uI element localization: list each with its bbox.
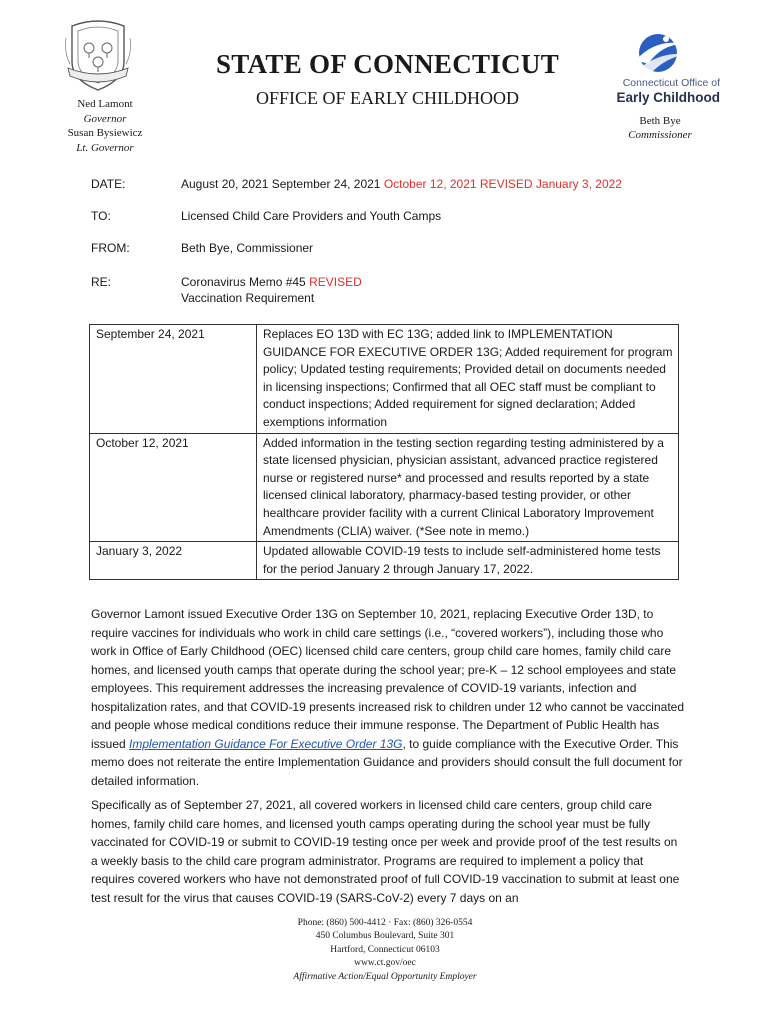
date-revised: October 12, 2021 REVISED January 3, 2022 — [383, 177, 622, 191]
date-value — [181, 176, 701, 192]
oec-swoosh-icon — [600, 30, 720, 78]
from-value: Beth Bye, Commissioner — [181, 241, 314, 255]
p1-text-before-link: Governor Lamont issued Executive Order 13G on September 10, 2021, replacing Executive Order 13D, to require vaccines for individuals who work in child care settings (i.e., “covered workers”), including those who work in Office of Early Childhood (OEC) licensed child care centers, group child care homes, family child care homes, and licensed youth camps that operate during the school year; pre-K – 12 school employees and state employees. This requirement addresses the increasing prevalence of COVID-19 variants, infection and hospitalization rates, and that COVID-19 presents increased risk to children under 12 who cannot be vaccinated and people whose medical conditions reduce their immune response. The Department of Public Health has issued — [91, 607, 685, 751]
implementation-guidance-link[interactable]: Implementation Guidance For Executive Order 13G — [129, 736, 403, 751]
table-row — [90, 433, 679, 542]
footer — [200, 917, 570, 984]
lt-governor-role: Lt. Governor — [76, 141, 134, 154]
commissioner-block — [610, 114, 710, 142]
commissioner-name: Beth Bye — [639, 115, 681, 127]
revision-date: October 12, 2021 — [90, 433, 257, 542]
body-paragraph-1 — [91, 605, 687, 790]
to-label: TO: — [91, 209, 111, 223]
table-row — [90, 542, 679, 580]
lt-governor-name: Susan Bysiewicz — [67, 127, 143, 139]
office-title: OFFICE OF EARLY CHILDHOOD — [255, 88, 520, 108]
governor-name: Ned Lamont — [77, 98, 133, 110]
revision-date: January 3, 2022 — [90, 542, 257, 580]
re-line2: Vaccination Requirement — [181, 291, 315, 305]
footer-phone: Phone: (860) 500-4412 · Fax: (860) 326-0554 — [297, 918, 473, 928]
footer-address1: 450 Columbus Boulevard, Suite 301 — [315, 931, 455, 942]
footer-tagline: Affirmative Action/Equal Opportunity Employer — [293, 971, 477, 982]
p1-text-after-link: , to guide compliance with the Executive Order. This memo does not reiterate the entire Implementation Guidance and providers should consult the full document for detailed information. — [91, 736, 683, 788]
re-line1: Coronavirus Memo #45 — [181, 275, 306, 289]
revision-date: September 24, 2021 — [90, 325, 257, 434]
re-label: RE: — [91, 275, 112, 289]
oec-logo — [600, 30, 720, 110]
footer-website[interactable]: www.ct.gov/oec — [354, 958, 416, 969]
state-title: STATE OF CONNECTICUT — [215, 49, 560, 79]
oec-logo-line2: Early Childhood — [616, 90, 720, 105]
footer-address2: Hartford, Connecticut 06103 — [330, 944, 440, 955]
revision-text: Replaces EO 13D with EC 13G; added link to IMPLEMENTATION GUIDANCE FOR EXECUTIVE ORDER 13G; Added requirement for program policy; Updated testing requirements; Provided detail on documents needed in licensing inspections; Confirmed that all OEC staff must be compliant to conduct inspections; Added requirement for signed declaration; Added exemptions information — [257, 325, 679, 434]
revision-text: Added information in the testing section regarding testing administered by a state licensed physician, physician assistant, advanced practice registered nurse or registered nurse* and processed and results reported by a state licensed clinical laboratory, pharmacy-based testing provider, or other healthcare provider facility with a current Clinical Laboratory Improvement Amendments (CLIA) waiver. (*See note in memo.) — [257, 433, 679, 542]
state-seal-icon — [64, 18, 132, 94]
oec-logo-line1: Connecticut Office of — [622, 77, 720, 89]
date-label: DATE: — [91, 177, 126, 191]
governor-role: Governor — [83, 112, 127, 125]
revision-table — [89, 324, 679, 580]
revision-text: Updated allowable COVID-19 tests to include self-administered home tests for the period January 2 through January 17, 2022. — [257, 542, 679, 580]
body-paragraph-2: Specifically as of September 27, 2021, all covered workers in licensed child care centers, group child care homes, family child care homes, and licensed youth camps operating during the school year must be fully vaccinated for COVID-19 or submit to COVID-19 testing once per week and provide proof of the test results on a weekly basis to the child care program administrator. Programs are required to implement a policy that requires covered workers who have not demonstrated proof of full COVID-19 vaccination to submit at least one test result for the virus that causes COVID-19 (SARS-CoV-2) every 7 days on an — [91, 798, 680, 905]
to-value: Licensed Child Care Providers and Youth Camps — [181, 209, 442, 223]
table-row — [90, 325, 679, 434]
re-value — [181, 274, 701, 306]
commissioner-role: Commissioner — [628, 129, 692, 141]
date-original: August 20, 2021 September 24, 2021 — [181, 177, 381, 191]
from-label: FROM: — [91, 241, 130, 255]
governor-block — [60, 97, 150, 155]
re-revised: REVISED — [309, 275, 362, 289]
